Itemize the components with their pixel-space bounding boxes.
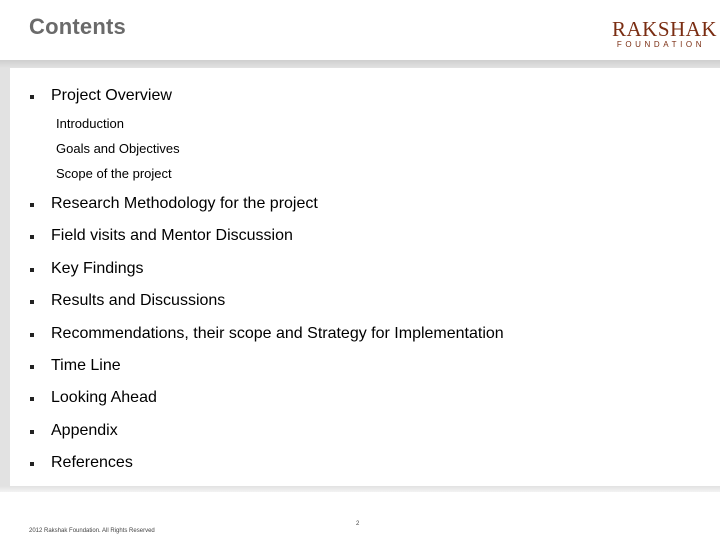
list-item-project-overview: Project Overview [51,87,172,104]
logo-sub-text: FOUNDATION [616,40,706,49]
contents-list [10,68,720,486]
bullet-icon [30,430,34,434]
bullet-icon [30,365,34,369]
slide-title: Contents [29,14,126,39]
list-item-research-methodology: Research Methodology for the project [51,195,318,212]
copyright-notice: 2012 Rakshak Foundation. All Rights Reserved [29,528,155,534]
content-panel [0,68,720,486]
bullet-icon [30,333,34,337]
header-divider [0,60,720,68]
footer-divider [0,486,720,492]
list-item-key-findings: Key Findings [51,260,144,277]
bullet-icon [30,203,34,207]
sub-item-scope: Scope of the project [56,166,172,181]
page-number: 2 [356,521,360,527]
rakshak-foundation-logo [612,17,718,49]
bullet-icon [30,235,34,239]
bullet-icon [30,462,34,466]
list-item-looking-ahead: Looking Ahead [51,389,157,406]
bullet-icon [30,300,34,304]
sub-item-goals: Goals and Objectives [56,141,180,156]
sub-item-introduction: Introduction [56,116,124,131]
bullet-icon [30,397,34,401]
bullet-icon [30,268,34,272]
logo-main-text: RAKSHAK [612,17,718,41]
bullet-icon [30,95,34,99]
list-item-recommendations: Recommendations, their scope and Strategy for Implementation [51,325,504,342]
list-item-references: References [51,454,133,471]
list-item-field-visits: Field visits and Mentor Discussion [51,227,293,244]
list-item-appendix: Appendix [51,422,118,439]
list-item-results: Results and Discussions [51,292,226,309]
list-item-time-line: Time Line [51,357,121,374]
